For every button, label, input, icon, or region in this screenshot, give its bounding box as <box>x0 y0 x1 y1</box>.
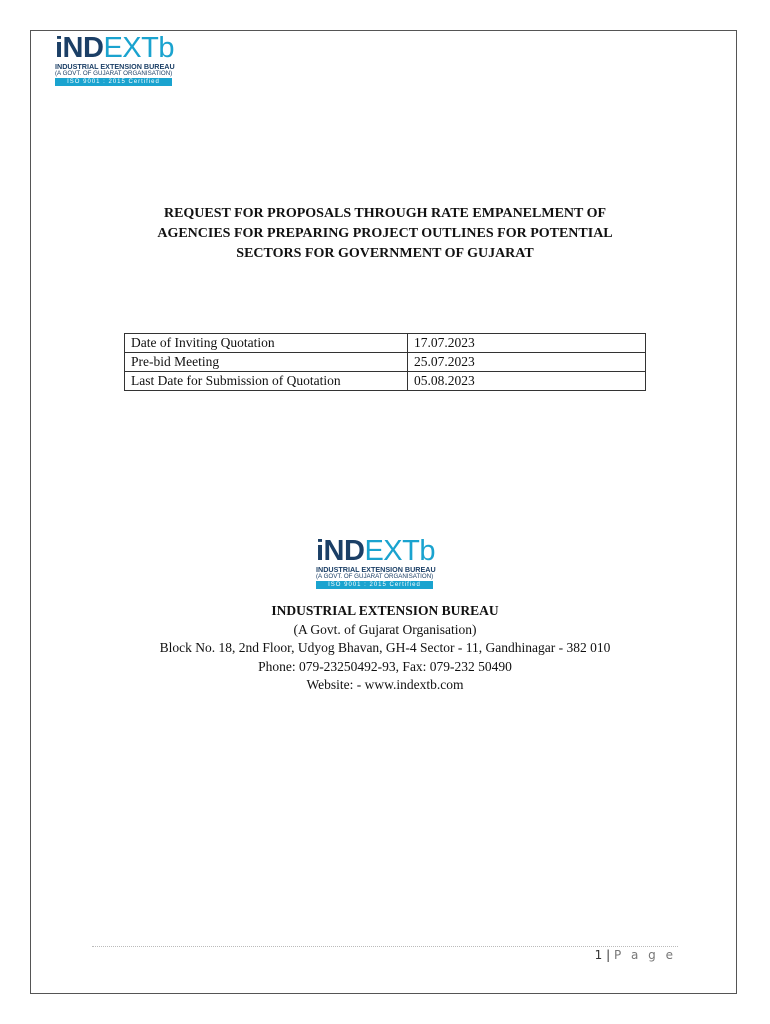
table-cell-label: Date of Inviting Quotation <box>125 334 408 353</box>
page-word: P a g e <box>613 948 676 962</box>
table-cell-label: Last Date for Submission of Quotation <box>125 372 408 391</box>
page-number: 1 <box>594 948 603 962</box>
document-title <box>100 204 670 264</box>
page-footer <box>595 948 676 962</box>
logo-wordmark-dark: iND <box>55 32 104 64</box>
table-row <box>125 334 646 353</box>
indextb-logo-center <box>316 537 436 589</box>
title-line-3: SECTORS FOR GOVERNMENT OF GUJARAT <box>236 246 534 261</box>
logo-wordmark <box>316 537 436 566</box>
logo-org-sub: (A GOVT. OF GUJARAT ORGANISATION) <box>316 572 434 580</box>
table-row <box>125 372 646 391</box>
logo-iso-badge: ISO 9001 : 2015 Certified <box>316 581 433 589</box>
address-street: Block No. 18, 2nd Floor, Udyog Bhavan, GH-4 Sector - 11, Gandhinagar - 382 010 <box>159 640 611 655</box>
logo-org-sub: (A GOVT. OF GUJARAT ORGANISATION) <box>55 69 173 77</box>
logo-org-name: INDUSTRIAL EXTENSION BUREAU <box>55 62 175 71</box>
title-line-1: REQUEST FOR PROPOSALS THROUGH RATE EMPANELMENT OF <box>163 206 607 221</box>
table-cell-value: 17.07.2023 <box>408 334 646 353</box>
page-border <box>30 30 737 994</box>
table-cell-value: 05.08.2023 <box>408 372 646 391</box>
key-dates-table <box>124 333 646 391</box>
address-org-name: INDUSTRIAL EXTENSION BUREAU <box>271 603 499 618</box>
address-website: Website: - www.indextb.com <box>306 677 464 692</box>
indextb-logo-top <box>55 34 175 86</box>
logo-wordmark-light: EXTb <box>364 535 435 567</box>
table-cell-value: 25.07.2023 <box>408 353 646 372</box>
logo-iso-badge: ISO 9001 : 2015 Certified <box>55 78 172 86</box>
address-org-sub: (A Govt. of Gujarat Organisation) <box>293 621 477 637</box>
title-line-2: AGENCIES FOR PREPARING PROJECT OUTLINES FOR POTENTIAL <box>157 226 613 241</box>
logo-wordmark-light: EXTb <box>103 32 174 64</box>
logo-wordmark-dark: iND <box>316 535 365 567</box>
page-separator: | <box>606 948 611 962</box>
logo-org-name: INDUSTRIAL EXTENSION BUREAU <box>316 565 436 574</box>
table-cell-label: Pre-bid Meeting <box>125 353 408 372</box>
address-block <box>100 602 670 695</box>
address-phone: Phone: 079-23250492-93, Fax: 079-232 50490 <box>258 658 512 674</box>
logo-wordmark <box>55 34 175 63</box>
table-row <box>125 353 646 372</box>
footer-divider <box>92 946 678 947</box>
